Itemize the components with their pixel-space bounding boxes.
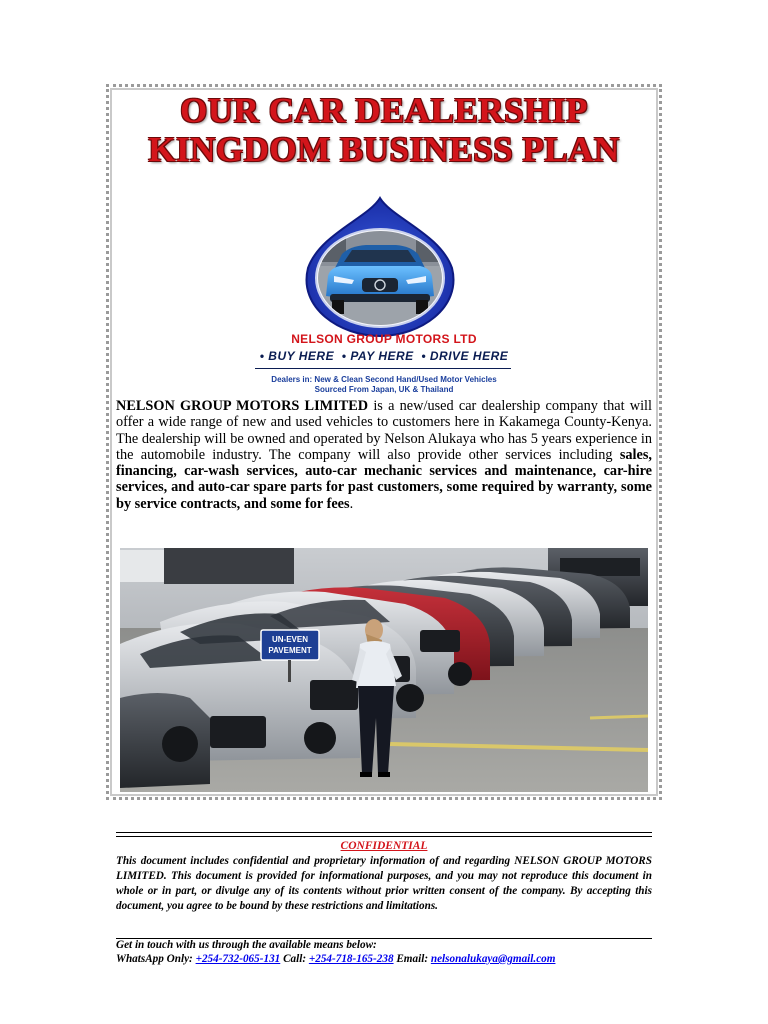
logo-company-name: NELSON GROUP MOTORS LTD bbox=[291, 332, 477, 346]
dealers-line: Sourced From Japan, UK & Thailand bbox=[314, 385, 454, 394]
email-link[interactable]: nelsonalukaya@gmail.com bbox=[430, 953, 556, 965]
confidential-text: This document includes confidential and proprietary information of and regarding NELSON GROUP MOTORS LIMITED. This document is provided for informational purposes, and you may not reproduce this document in whole or in part, or divulge any of its contents without prior written consent of the company. By accepting this document, you agree to be bound by these restrictions and limitations. bbox=[116, 855, 652, 912]
sign-text-line2: PAVEMENT bbox=[268, 646, 312, 655]
logo-slogan bbox=[110, 349, 658, 363]
whatsapp-label: WhatsApp Only: bbox=[116, 953, 196, 965]
sign-text-line1: UN-EVEN bbox=[271, 635, 309, 644]
footer-divider-top-2 bbox=[116, 836, 652, 837]
contact-line bbox=[116, 952, 652, 967]
services-bold: sales, financing, car-wash services, auto-car mechanic services and maintenance, car-hire services, and auto-car spare parts for past customers, some required by warranty, some by service contracts, and some for fees bbox=[116, 446, 652, 512]
call-label: Call: bbox=[280, 953, 309, 965]
intro-text: is a new/used car dealership company that will offer a wide range of new and used vehicles to customers here in Kakamega County-Kenya. The dealership will be owned and operated by Nelson Alukaya who has 5 years experience in the automobile industry. The company will also provide other services including bbox=[116, 398, 652, 463]
dealers-line: Dealers in: New & Clean Second Hand/Used Motor Vehicles bbox=[271, 375, 497, 384]
logo-divider bbox=[255, 368, 511, 369]
contact-intro: Get in touch with us through the available means below: bbox=[116, 939, 377, 951]
whatsapp-link[interactable]: +254-732-065-131 bbox=[195, 953, 281, 965]
company-logo bbox=[300, 196, 460, 342]
bullet-icon: • bbox=[341, 349, 351, 363]
document-title-line2: KINGDOM BUSINESS PLAN bbox=[148, 130, 620, 169]
logo-dealers-text bbox=[110, 375, 658, 395]
document-title-line1: OUR CAR DEALERSHIP bbox=[180, 91, 588, 130]
car-lot-photo bbox=[120, 548, 648, 792]
slogan-item: PAY HERE bbox=[350, 349, 414, 363]
bullet-icon: • bbox=[259, 349, 269, 363]
email-label: Email: bbox=[393, 953, 431, 965]
footer-divider-top bbox=[116, 832, 652, 833]
slogan-item: DRIVE HERE bbox=[429, 349, 509, 363]
bullet-icon: • bbox=[421, 349, 430, 363]
intro-end: . bbox=[349, 495, 354, 512]
confidential-heading: CONFIDENTIAL bbox=[340, 840, 428, 852]
intro-paragraph bbox=[116, 398, 652, 512]
company-name-bold: NELSON GROUP MOTORS LIMITED bbox=[116, 398, 369, 414]
call-link[interactable]: +254-718-165-238 bbox=[308, 953, 394, 965]
slogan-item: BUY HERE bbox=[268, 349, 335, 363]
